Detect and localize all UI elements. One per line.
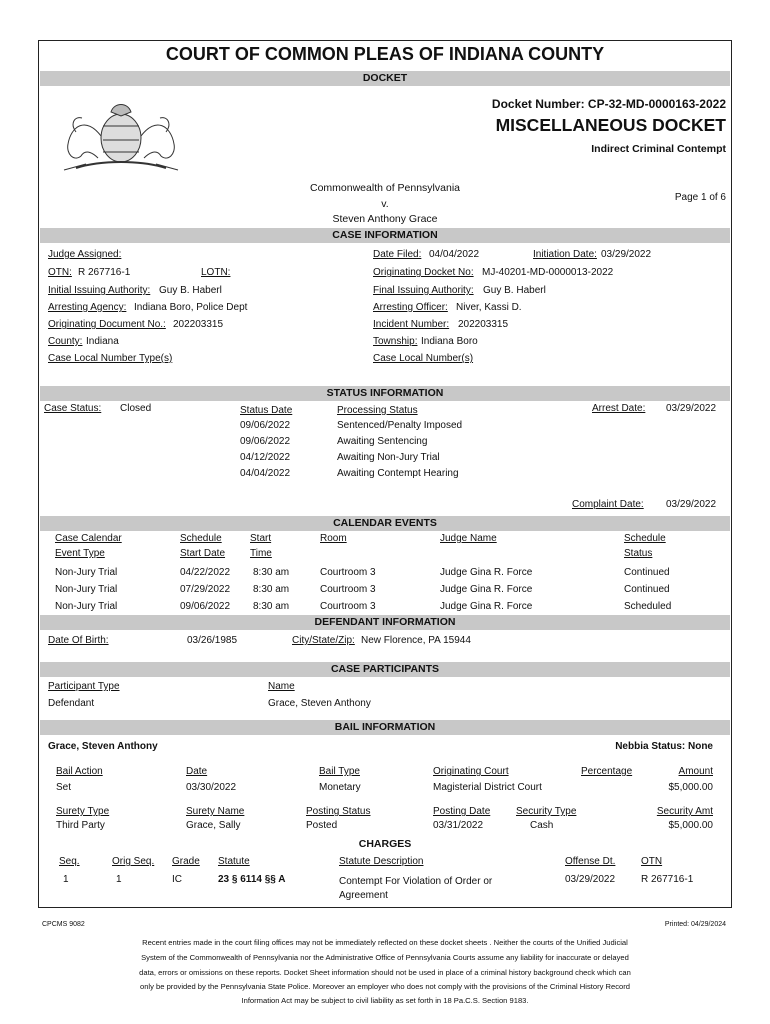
complaint-date-label: Complaint Date: (572, 499, 644, 510)
incident-number-label: Incident Number: (373, 319, 450, 330)
status-row-status: Awaiting Sentencing (337, 436, 428, 447)
docket-number: Docket Number: CP-32-MD-0000163-2022 (491, 97, 726, 111)
status-row-status: Awaiting Non-Jury Trial (337, 452, 440, 463)
charge-offense-date: 03/29/2022 (565, 874, 616, 885)
charge-orig-seq: 1 (116, 874, 122, 885)
originating-document: 202203315 (173, 319, 224, 330)
charges-header: CHARGES (358, 838, 412, 850)
township: Indiana Boro (421, 336, 478, 347)
page-indicator: Page 1 of 6 (674, 192, 726, 203)
participant-type-header: Participant Type (48, 681, 120, 692)
calendar-events-header: CALENDAR EVENTS (40, 516, 730, 531)
charge-orig-seq-header: Orig Seq. (112, 856, 155, 867)
cal-room: Courtroom 3 (320, 567, 376, 578)
case-information-header: CASE INFORMATION (40, 228, 730, 243)
cal-type: Non-Jury Trial (55, 584, 118, 595)
status-information-header: STATUS INFORMATION (40, 386, 730, 401)
cal-status: Continued (624, 567, 670, 578)
charge-statute-header: Statute (218, 856, 250, 867)
bail-type-header: Bail Type (319, 766, 360, 777)
nebbia-status: Nebbia Status: None (615, 741, 713, 752)
posting-status-header: Posting Status (306, 806, 371, 817)
dob-label: Date Of Birth: (48, 635, 109, 646)
surety-name-header: Surety Name (186, 806, 245, 817)
incident-number: 202203315 (458, 319, 509, 330)
bail-type: Monetary (319, 782, 361, 793)
initiation-date: 03/29/2022 (601, 249, 652, 260)
complaint-date: 03/29/2022 (666, 499, 717, 510)
arresting-agency: Indiana Boro, Police Dept (134, 302, 248, 313)
cal-date: 07/29/2022 (180, 584, 231, 595)
initial-authority-label: Initial Issuing Authority: (48, 285, 151, 296)
initiation-date-label: Initiation Date: (533, 249, 597, 260)
township-label: Township: (373, 336, 418, 347)
surety-name: Grace, Sally (186, 820, 241, 831)
status-row-date: 09/06/2022 (240, 436, 291, 447)
originating-court: Magisterial District Court (433, 782, 542, 793)
state-seal-icon (56, 96, 186, 176)
case-status-label: Case Status: (44, 403, 102, 414)
cal-header-status: Status (624, 548, 653, 559)
originating-docket: MJ-40201-MD-0000013-2022 (482, 267, 614, 278)
docket-type: MISCELLANEOUS DOCKET (495, 115, 726, 135)
case-participants-header: CASE PARTICIPANTS (40, 662, 730, 677)
final-authority-label: Final Issuing Authority: (373, 285, 474, 296)
security-amt-header: Security Amt (656, 806, 713, 817)
security-amount: $5,000.00 (668, 820, 713, 831)
charge-description: Contempt For Violation of Order or (339, 876, 493, 887)
status-row-date: 09/06/2022 (240, 420, 291, 431)
posting-date: 03/31/2022 (433, 820, 484, 831)
surety-type-header: Surety Type (56, 806, 110, 817)
form-number: CPCMS 9082 (42, 921, 85, 928)
status-row-status: Sentenced/Penalty Imposed (337, 420, 463, 431)
cal-time: 8:30 am (253, 567, 290, 578)
surety-type: Third Party (56, 820, 105, 831)
dob: 03/26/1985 (187, 635, 238, 646)
status-row-date: 04/04/2022 (240, 468, 291, 479)
posting-date-header: Posting Date (433, 806, 491, 817)
amount-header: Amount (678, 766, 713, 777)
cal-header-start: Start (250, 533, 272, 544)
originating-court-header: Originating Court (433, 766, 509, 777)
cal-header-start: Time (250, 548, 272, 559)
charge-otn: R 267716-1 (641, 874, 694, 885)
date-filed: 04/04/2022 (429, 249, 480, 260)
case-local-type-label: Case Local Number Type(s) (48, 353, 173, 364)
status-row-status: Awaiting Contempt Hearing (337, 468, 459, 479)
bail-action: Set (56, 782, 72, 793)
cal-time: 8:30 am (253, 584, 290, 595)
charge-grade-header: Grade (172, 856, 200, 867)
originating-document-label: Originating Document No.: (48, 319, 166, 330)
charge-seq: 1 (63, 874, 69, 885)
date-filed-label: Date Filed: (373, 249, 422, 260)
cal-status: Scheduled (624, 601, 672, 612)
cal-header-status: Schedule (624, 533, 666, 544)
cal-date: 09/06/2022 (180, 601, 231, 612)
disclaimer-line: only be provided by the Pennsylvania State Police. Moreover an employer who does not comply with the provisions of the Criminal History Record (139, 982, 631, 991)
charge-otn-header: OTN (641, 856, 663, 867)
cal-header-schedule: Start Date (180, 548, 226, 559)
cal-header-judge: Judge Name (440, 533, 497, 544)
docket-subtype: Indirect Criminal Contempt (591, 143, 726, 155)
court-title: COURT OF COMMON PLEAS OF INDIANA COUNTY (165, 44, 605, 64)
charge-offense-date-header: Offense Dt. (565, 856, 616, 867)
caption-defendant: Steven Anthony Grace (332, 213, 438, 225)
security-type-header: Security Type (516, 806, 577, 817)
percentage-header: Percentage (581, 766, 633, 777)
charge-grade: IC (172, 874, 182, 885)
originating-docket-label: Originating Docket No: (373, 267, 474, 278)
processing-status-header: Processing Status (337, 405, 418, 416)
disclaimer-line: Recent entries made in the court filing offices may not be immediately reflected on these docket sheets . Neither the courts of the Unified Judicial (142, 938, 628, 947)
disclaimer-line: data, errors or omissions on these reports. Docket Sheet information should not be used in place of a criminal history background check which can (139, 968, 631, 977)
bail-action-header: Bail Action (56, 766, 103, 777)
arresting-officer-label: Arresting Officer: (373, 302, 448, 313)
final-authority: Guy B. Haberl (483, 285, 546, 296)
status-date-header: Status Date (240, 405, 293, 416)
cal-judge: Judge Gina R. Force (440, 567, 533, 578)
disclaimer-line: System of the Commonwealth of Pennsylvania nor the Administrative Office of Pennsylvania Courts assume any liability for inaccurate or delayed (141, 953, 629, 962)
cal-header-room: Room (320, 533, 347, 544)
arrest-date: 03/29/2022 (666, 403, 717, 414)
status-row-date: 04/12/2022 (240, 452, 291, 463)
caption-versus: v. (381, 198, 389, 210)
cal-type: Non-Jury Trial (55, 601, 118, 612)
cal-judge: Judge Gina R. Force (440, 584, 533, 595)
cal-room: Courtroom 3 (320, 584, 376, 595)
otn-label: OTN: (48, 267, 72, 278)
caption-plaintiff: Commonwealth of Pennsylvania (310, 182, 460, 194)
arresting-agency-label: Arresting Agency: (48, 302, 127, 313)
docket-bar: DOCKET (40, 71, 730, 86)
bail-person: Grace, Steven Anthony (48, 741, 158, 752)
city-state-zip-label: City/State/Zip: (292, 635, 355, 646)
cal-date: 04/22/2022 (180, 567, 231, 578)
charge-description-header: Statute Description (339, 856, 424, 867)
case-local-number-label: Case Local Number(s) (373, 353, 474, 364)
printed-date: Printed: 04/29/2024 (664, 921, 726, 928)
participant-name: Grace, Steven Anthony (268, 698, 371, 709)
cal-status: Continued (624, 584, 670, 595)
participant-type: Defendant (48, 698, 95, 709)
cal-time: 8:30 am (253, 601, 290, 612)
bail-information-header: BAIL INFORMATION (40, 720, 730, 735)
case-status: Closed (120, 403, 152, 414)
cal-room: Courtroom 3 (320, 601, 376, 612)
cal-header-schedule: Schedule (180, 533, 222, 544)
participant-name-header: Name (268, 681, 295, 692)
arresting-officer: Niver, Kassi D. (456, 302, 522, 313)
lotn-label: LOTN: (201, 267, 231, 278)
bail-date-header: Date (186, 766, 208, 777)
posting-status: Posted (306, 820, 338, 831)
charge-statute: 23 § 6114 §§ A (218, 874, 286, 885)
security-type: Cash (530, 820, 554, 831)
city-state-zip: New Florence, PA 15944 (361, 635, 471, 646)
charge-seq-header: Seq. (59, 856, 80, 867)
county: Indiana (86, 336, 119, 347)
charge-description: Agreement (339, 890, 388, 901)
otn: R 267716-1 (78, 267, 131, 278)
cal-type: Non-Jury Trial (55, 567, 118, 578)
county-label: County: (48, 336, 83, 347)
disclaimer-line: Information Act may be subject to civil liability as set forth in 18 Pa.C.S. Section 9183. (241, 996, 529, 1005)
arrest-date-label: Arrest Date: (592, 403, 646, 414)
cal-judge: Judge Gina R. Force (440, 601, 533, 612)
bail-amount: $5,000.00 (668, 782, 713, 793)
defendant-information-header: DEFENDANT INFORMATION (40, 615, 730, 630)
initial-authority: Guy B. Haberl (159, 285, 222, 296)
cal-header-type: Case Calendar (55, 533, 122, 544)
judge-assigned-label: Judge Assigned: (48, 249, 122, 260)
bail-date: 03/30/2022 (186, 782, 237, 793)
cal-header-type: Event Type (55, 548, 105, 559)
